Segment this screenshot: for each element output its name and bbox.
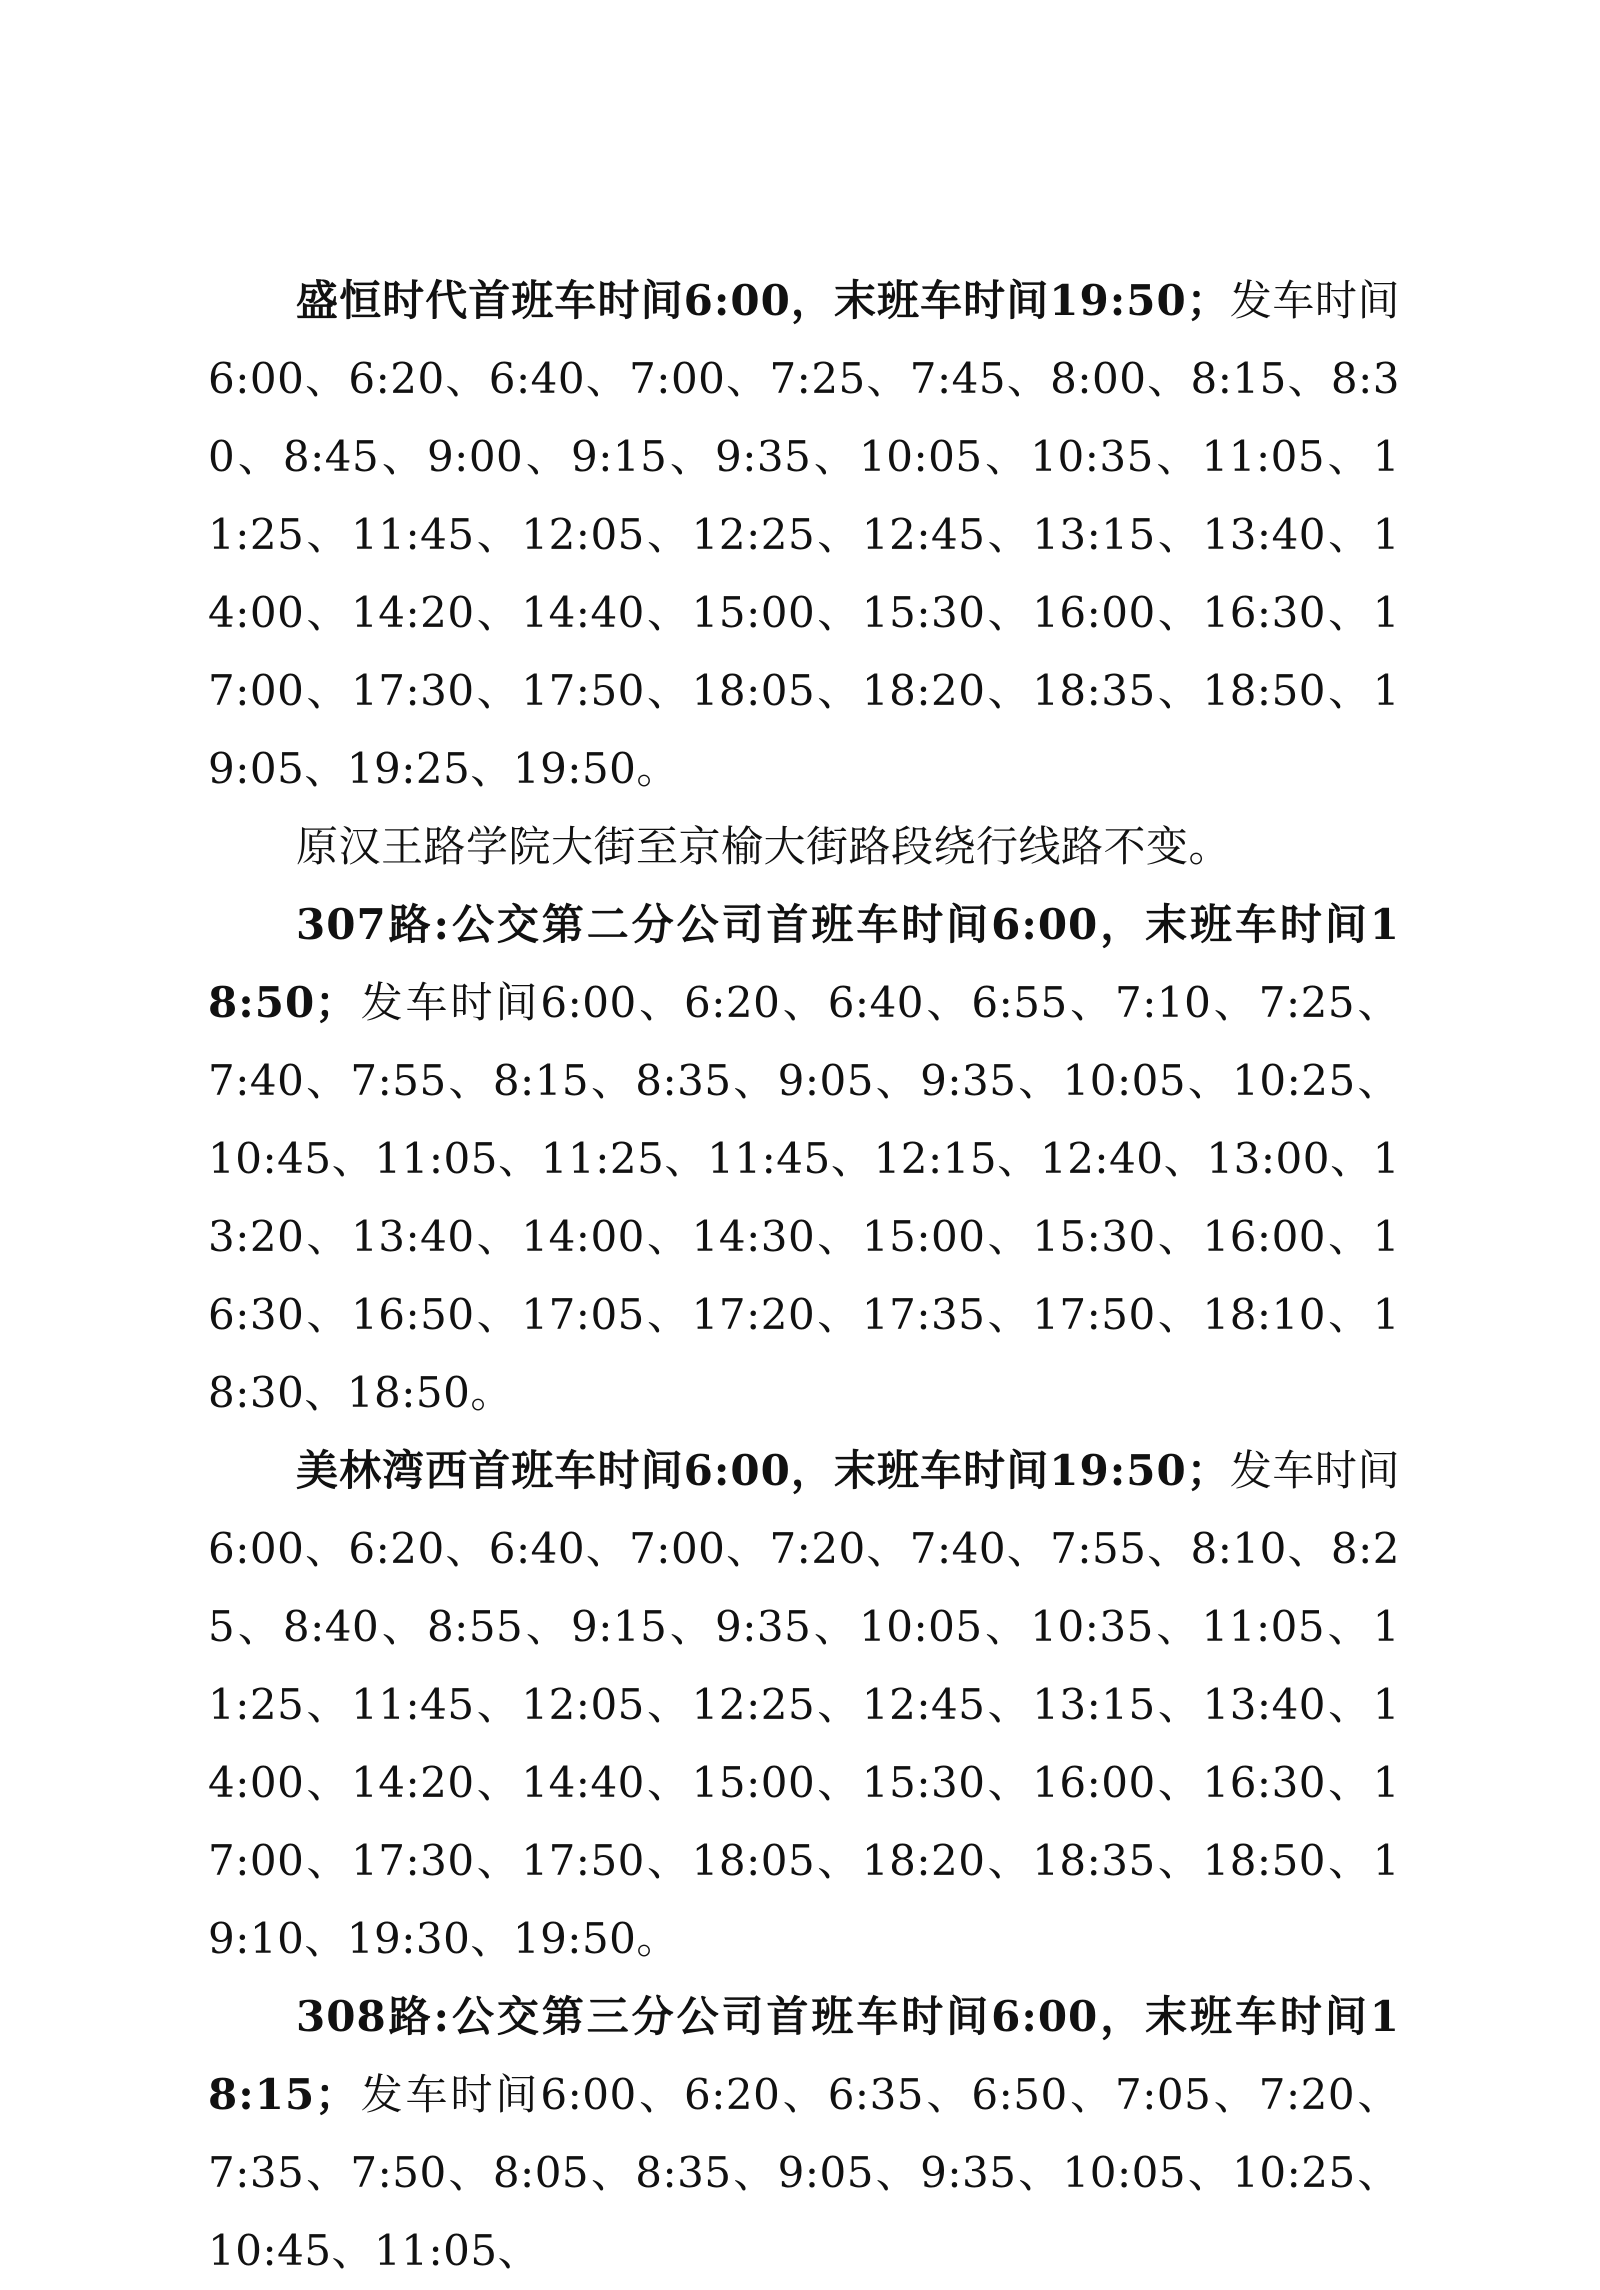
paragraph-lead: 美林湾西首班车时间6:00，末班车时间19:50； bbox=[296, 1446, 1230, 1495]
paragraph-body: 发车时间6:00、6:20、6:35、6:50、7:05、7:20、7:35、7:50、8:05、8:35、9:05、9:35、10:05、10:25、10:45、11:05、 bbox=[208, 2070, 1400, 2275]
paragraph-detour-note bbox=[208, 808, 1400, 886]
paragraph-body: 发车时间6:00、6:20、6:40、6:55、7:10、7:25、7:40、7:55、8:15、8:35、9:05、9:35、10:05、10:25、10:45、11:05、11:25、11:45、12:15、12:40、13:00、13:20、13:40、14:00、14:30、15:00、15:30、16:00、16:30、16:50、17:05、17:20、17:35、17:50、18:10、18:30、18:50。 bbox=[208, 978, 1400, 1417]
paragraph-lead: 盛恒时代首班车时间6:00，末班车时间19:50； bbox=[296, 276, 1230, 325]
paragraph-body: 发车时间6:00、6:20、6:40、7:00、7:20、7:40、7:55、8:10、8:25、8:40、8:55、9:15、9:35、10:05、10:35、11:05、11:25、11:45、12:05、12:25、12:45、13:15、13:40、14:00、14:20、14:40、15:00、15:30、16:00、16:30、17:00、17:30、17:50、18:05、18:20、18:35、18:50、19:10、19:30、19:50。 bbox=[208, 1446, 1400, 1963]
paragraph-meilinwan-schedule bbox=[208, 1432, 1400, 1978]
document-page bbox=[208, 262, 1400, 2290]
paragraph-lead: 308路:公交第三分公司首班车时间6:00，末班车时间18:15； bbox=[208, 1992, 1400, 2119]
paragraph-shengheng-schedule bbox=[208, 262, 1400, 808]
paragraph-route-308-schedule bbox=[208, 1978, 1400, 2290]
paragraph-route-307-schedule bbox=[208, 886, 1400, 1432]
paragraph-body: 发车时间6:00、6:20、6:40、7:00、7:25、7:45、8:00、8:15、8:30、8:45、9:00、9:15、9:35、10:05、10:35、11:05、11:25、11:45、12:05、12:25、12:45、13:15、13:40、14:00、14:20、14:40、15:00、15:30、16:00、16:30、17:00、17:30、17:50、18:05、18:20、18:35、18:50、19:05、19:25、19:50。 bbox=[208, 276, 1400, 793]
paragraph-lead: 307路:公交第二分公司首班车时间6:00，末班车时间18:50； bbox=[208, 900, 1400, 1027]
paragraph-body: 原汉王路学院大街至京榆大街路段绕行线路不变。 bbox=[296, 822, 1232, 871]
